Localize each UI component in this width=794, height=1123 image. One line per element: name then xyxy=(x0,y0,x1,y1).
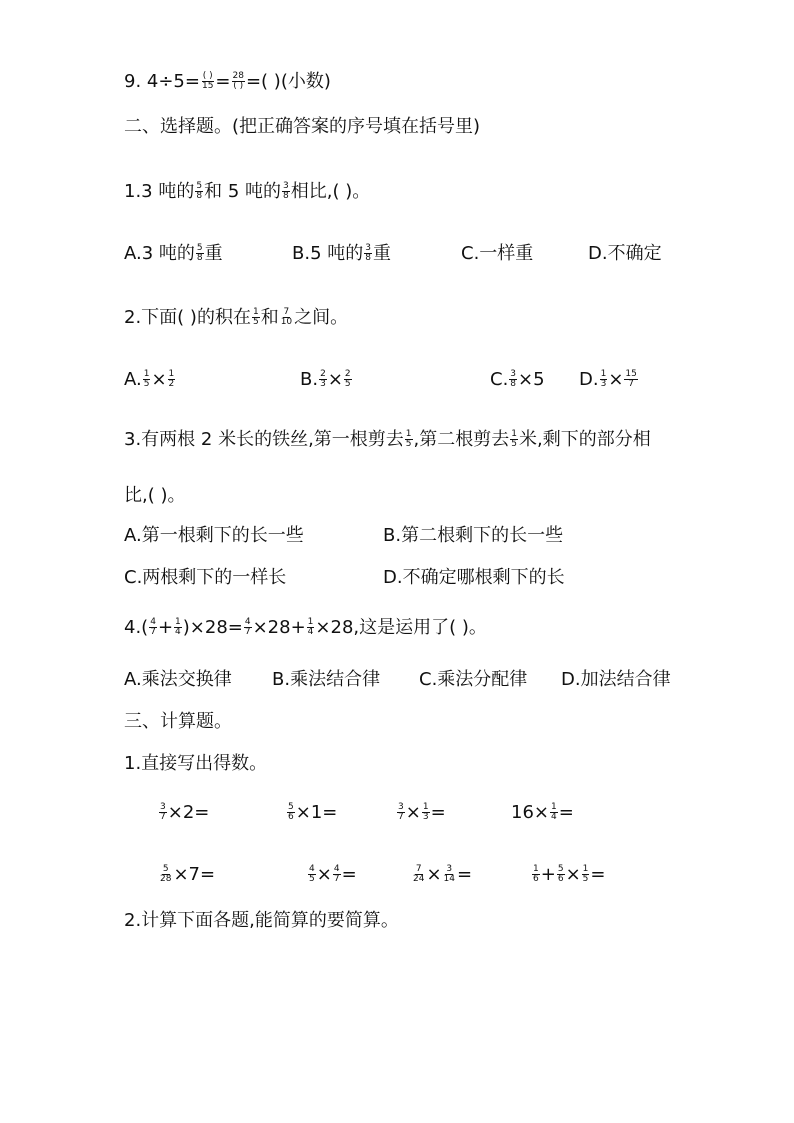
calc-expression-8: $\frac{1}{6}$ + $\frac{5}{6}$ × $\frac{1}{5}$ = xyxy=(533,863,606,885)
fraction: $\frac{4}{5}$ xyxy=(309,863,315,884)
fraction: $\frac{5}{28}$ xyxy=(160,863,172,884)
fraction: $\frac{3}{7}$ xyxy=(160,801,166,822)
fraction: $\frac{3}{7}$ xyxy=(398,801,404,822)
fraction: $\frac{1}{5}$ xyxy=(252,306,259,327)
calc-expression-4: 16× $\frac{1}{4}$ = xyxy=(511,801,574,823)
choice-4-option-c: C.乘法分配律 xyxy=(419,669,528,690)
fraction: $\frac{28}{( )}$ xyxy=(232,70,244,91)
fraction: $\frac{3}{8}$ xyxy=(283,180,289,201)
choice-3-option-d: D.不确定哪根剩下的长 xyxy=(383,567,565,588)
fraction: $\frac{3}{8}$ xyxy=(365,242,371,263)
choice-1-option-a: A.3 吨的 $\frac{5}{8}$ 重 xyxy=(124,242,223,264)
section-2-title: 二、选择题。(把正确答案的序号填在括号里) xyxy=(124,116,481,137)
choice-4-stem: 4.( $\frac{4}{7}$ + $\frac{1}{4}$ )×28= $\frac{4}{7}$ ×28+ $\frac{1}{4}$ ×28,这是运用了( )。 xyxy=(124,616,487,638)
fraction: $\frac{4}{7}$ xyxy=(333,863,340,884)
fraction: $\frac{5}{6}$ xyxy=(288,801,294,822)
fraction: $\frac{3}{14}$ xyxy=(443,863,455,884)
fraction: $\frac{1}{4}$ xyxy=(307,616,314,637)
choice-1-option-b: B.5 吨的 $\frac{3}{8}$ 重 xyxy=(292,242,391,264)
fraction: $\frac{5}{8}$ xyxy=(196,180,203,201)
fraction: $\frac{( )}{15}$ xyxy=(201,70,214,91)
choice-4-option-b: B.乘法结合律 xyxy=(272,669,381,690)
choice-3-option-a: A.第一根剩下的长一些 xyxy=(124,525,304,546)
calc-2-title: 2.计算下面各题,能简算的要简算。 xyxy=(124,910,399,931)
choice-3-stem: 3.有两根 2 米长的铁丝,第一根剪去 $\frac{1}{5}$ ,第二根剪去 $\frac{1}{5}$ 米,剩下的部分相 xyxy=(124,428,651,450)
fraction: $\frac{7}{10}$ xyxy=(280,306,293,327)
fraction: $\frac{5}{8}$ xyxy=(196,242,203,263)
fraction: $\frac{1}{5}$ xyxy=(511,428,517,449)
choice-3-stem-continued: 比,( )。 xyxy=(124,485,186,506)
fraction: $\frac{1}{5}$ xyxy=(143,368,150,389)
fraction: $\frac{3}{8}$ xyxy=(510,368,517,389)
fraction: $\frac{1}{2}$ xyxy=(168,368,175,389)
calc-expression-2: $\frac{5}{6}$ ×1= xyxy=(288,801,338,823)
choice-2-option-a: A. $\frac{1}{5}$ × $\frac{1}{2}$ xyxy=(124,368,175,390)
fraction: $\frac{1}{3}$ xyxy=(600,368,607,389)
calc-expression-1: $\frac{3}{7}$ ×2= xyxy=(160,801,210,823)
question-9: 9. 4÷5= $\frac{( )}{15}$ = $\frac{28}{( )}$ =( )(小数) xyxy=(124,70,331,92)
calc-expression-5: $\frac{5}{28}$ ×7= xyxy=(160,863,216,885)
calc-expression-6: $\frac{4}{5}$ × $\frac{4}{7}$ = xyxy=(309,863,357,885)
choice-2-option-b: B. $\frac{2}{3}$ × $\frac{2}{5}$ xyxy=(300,368,351,390)
fraction: $\frac{1}{3}$ xyxy=(422,801,429,822)
fraction: $\frac{1}{5}$ xyxy=(405,428,412,449)
fraction: $\frac{7}{24}$ xyxy=(413,863,425,884)
choice-4-option-a: A.乘法交换律 xyxy=(124,669,232,690)
choice-2-stem: 2.下面( )的积在 $\frac{1}{5}$ 和 $\frac{7}{10}$ 之间。 xyxy=(124,306,349,328)
section-3-title: 三、计算题。 xyxy=(124,711,232,732)
choice-2-option-c: C. $\frac{3}{8}$ ×5 xyxy=(490,368,545,390)
fraction: $\frac{5}{6}$ xyxy=(557,863,564,884)
fraction: $\frac{1}{6}$ xyxy=(533,863,539,884)
fraction: $\frac{1}{4}$ xyxy=(551,801,557,822)
fraction: $\frac{1}{5}$ xyxy=(582,863,589,884)
calc-expression-3: $\frac{3}{7}$ × $\frac{1}{3}$ = xyxy=(398,801,446,823)
choice-2-option-d: D. $\frac{1}{3}$ × $\frac{15}{7}$ xyxy=(579,368,637,390)
fraction: $\frac{2}{5}$ xyxy=(344,368,351,389)
fraction: $\frac{4}{7}$ xyxy=(150,616,156,637)
calc-1-title: 1.直接写出得数。 xyxy=(124,753,268,774)
calc-expression-7: $\frac{7}{24}$ × $\frac{3}{14}$ = xyxy=(413,863,473,885)
choice-3-option-c: C.两根剩下的一样长 xyxy=(124,567,287,588)
choice-1-stem: 1.3 吨的 $\frac{5}{8}$ 和 5 吨的 $\frac{3}{8}$ 相比,( )。 xyxy=(124,180,371,202)
fraction: $\frac{15}{7}$ xyxy=(625,368,637,389)
choice-3-option-b: B.第二根剩下的长一些 xyxy=(383,525,564,546)
choice-1-option-d: D.不确定 xyxy=(588,243,662,264)
choice-1-option-c: C.一样重 xyxy=(461,243,534,264)
choice-4-option-d: D.加法结合律 xyxy=(561,669,671,690)
fraction: $\frac{4}{7}$ xyxy=(244,616,251,637)
fraction: $\frac{2}{3}$ xyxy=(320,368,326,389)
fraction: $\frac{1}{4}$ xyxy=(175,616,181,637)
